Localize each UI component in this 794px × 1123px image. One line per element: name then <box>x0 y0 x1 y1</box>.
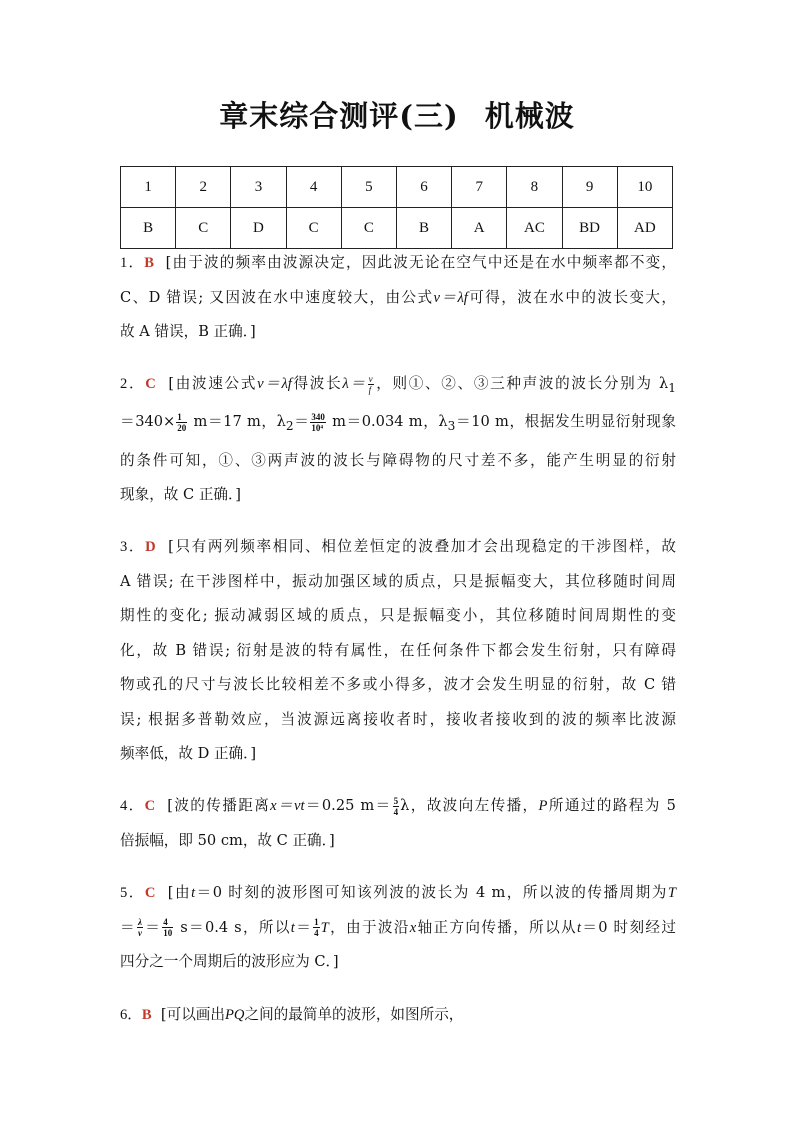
explanation-text: 期性的变化; 振动减弱区域的质点，只是振幅变小，其位移随时间周期性的变 <box>120 607 676 624</box>
question-number-cell: 8 <box>507 167 562 208</box>
explanation-text: 之间的最简单的波形，如图所示， <box>244 1006 464 1023</box>
answer-cell: C <box>341 208 396 249</box>
explanation-line <box>120 737 676 772</box>
formula: T <box>667 885 676 901</box>
page-title <box>0 94 794 135</box>
explanation-text: 倍振幅，即 50 cm，故 C 正确．] <box>120 831 335 849</box>
explanation-5 <box>120 876 676 980</box>
explanation-text: m＝0.034 m，λ <box>326 413 448 431</box>
fraction-numerator: 1 <box>314 917 319 927</box>
question-number-cell: 6 <box>396 167 451 208</box>
explanation-text: ＝ <box>120 918 136 936</box>
explanation-line <box>120 599 676 634</box>
explanation-text: [可以画出 <box>160 1006 225 1023</box>
fraction-denominator: 10 <box>163 928 173 938</box>
question-number-cell: 7 <box>452 167 507 208</box>
formula: PQ <box>225 1007 245 1023</box>
explanation-text: A 错误; 在干涉图样中，振动加强区域的质点，只是振幅变大，其位移随时间周 <box>120 572 676 590</box>
explanation-line <box>120 246 676 281</box>
fraction-numerator: v <box>368 373 373 384</box>
formula: P <box>538 798 548 814</box>
explanation-text: [只有两列频率相同、相位差恒定的波叠加才会出现稳定的干涉图样，故 <box>168 538 676 555</box>
explanation-text: 可得，波在水中的波长变大， <box>467 288 676 306</box>
answer-cell: AD <box>617 208 672 249</box>
title-main: 章末综合测评(三) <box>219 99 459 133</box>
answer-cell: B <box>396 208 451 249</box>
formula: t <box>290 919 295 936</box>
answer-letter: B <box>141 1007 152 1023</box>
explanation-line <box>120 281 676 316</box>
explanation-text: ＝340× <box>120 413 176 431</box>
explanation-line <box>120 405 676 443</box>
explanation-text: m＝17 m，λ <box>188 413 286 431</box>
question-number-cell: 1 <box>121 167 176 208</box>
question-number: 5． <box>120 885 145 901</box>
explanation-text: 轴正方向传播，所以从 <box>416 918 577 936</box>
question-number-cell: 2 <box>176 167 231 208</box>
subscript: 1 <box>668 380 676 395</box>
explanation-1 <box>120 246 676 350</box>
formula: x <box>409 919 417 936</box>
explanation-text: ＝ <box>143 918 162 936</box>
explanation-text: [由波速公式 <box>168 375 258 392</box>
explanation-text: ，则①、②、③三种声波的波长分别为 λ <box>374 375 669 392</box>
explanation-line <box>120 876 676 911</box>
answer-cell: B <box>121 208 176 249</box>
explanation-line <box>120 703 676 738</box>
explanation-text: ＝0 时刻的波形图可知该列波的波长为 4 m，所以波的传播周期为 <box>195 884 668 901</box>
formula: t <box>191 885 196 901</box>
explanation-line <box>120 367 676 405</box>
question-number-cell: 4 <box>286 167 341 208</box>
answer-cell: C <box>286 208 341 249</box>
fraction <box>313 917 320 938</box>
fraction <box>176 412 187 433</box>
answer-cell: BD <box>562 208 617 249</box>
explanation-text: ＝0.25 m＝ <box>304 797 392 814</box>
answer-cell: D <box>231 208 286 249</box>
question-number-cell: 5 <box>341 167 396 208</box>
explanation-text: [由于波的频率由波源决定，因此波无论在空气中还是在水中频率都不变， <box>165 254 676 271</box>
explanation-text: C、D 错误; 又因波在水中速度较大，由公式 <box>120 288 434 306</box>
question-number: 6． <box>120 1007 142 1023</box>
explanation-3 <box>120 530 676 772</box>
answer-cell: C <box>176 208 231 249</box>
answer-letter: C <box>145 376 156 392</box>
explanation-line <box>120 668 676 703</box>
title-sub: 机械波 <box>484 99 575 133</box>
fraction-denominator: v <box>137 928 142 938</box>
question-number: 1． <box>120 255 145 271</box>
explanation-text: [波的传播距离 <box>167 797 271 814</box>
fraction <box>137 917 143 938</box>
explanation-text: 四分之一个周期后的波形应为 C．] <box>120 953 339 970</box>
explanation-4 <box>120 789 676 858</box>
fraction-numerator: 5 <box>393 795 399 806</box>
explanation-text: λ，故波向左传播， <box>400 797 539 814</box>
fraction <box>162 917 173 938</box>
explanation-line <box>120 911 676 946</box>
fraction <box>393 796 400 817</box>
explanation-line <box>120 998 676 1033</box>
fraction <box>368 374 374 395</box>
subscript: 2 <box>285 419 294 434</box>
formula: T <box>320 919 329 936</box>
fraction-denominator: f <box>368 384 372 395</box>
explanation-text: 故 A 错误，B 正确．] <box>120 323 256 340</box>
question-number: 4． <box>120 798 145 814</box>
formula: v＝λf <box>433 289 468 306</box>
answer-table <box>120 166 673 249</box>
fraction-numerator: 1 <box>176 412 187 423</box>
question-number-cell: 3 <box>231 167 286 208</box>
explanation-text: ＝0 时刻经过 <box>581 918 676 936</box>
explanation-text: 化，故 B 错误; 衍射是波的特有属性，在任何条件下都会发生衍射，只有障碍 <box>120 641 676 659</box>
explanation-line <box>120 444 676 479</box>
explanation-line <box>120 315 676 350</box>
fraction-numerator: 340 <box>311 411 325 422</box>
explanation-line <box>120 478 676 513</box>
explanation-text: ＝ <box>294 918 313 936</box>
fraction <box>310 412 326 433</box>
answer-letter: D <box>145 539 156 555</box>
fraction-numerator: 4 <box>162 917 173 928</box>
subscript: 3 <box>447 419 456 434</box>
question-number-cell: 10 <box>617 167 672 208</box>
explanation-text: ，由于波沿 <box>328 918 410 936</box>
formula: x＝vt <box>270 798 305 814</box>
answer-table-answer-row <box>121 208 673 249</box>
fraction-denominator: 4 <box>314 928 319 938</box>
explanation-text: 现象，故 C 正确．] <box>120 486 241 504</box>
answer-letter: C <box>144 798 156 814</box>
answer-table-number-row <box>121 167 673 208</box>
answer-letter: C <box>144 885 156 901</box>
explanation-text: 的条件可知，①、③两声波的波长与障碍物的尺寸差不多，能产生明显的衍射 <box>120 451 676 469</box>
explanation-6 <box>120 998 676 1033</box>
question-number: 3． <box>120 539 146 555</box>
explanation-line <box>120 789 676 824</box>
explanation-line <box>120 565 676 600</box>
explanation-text: 频率低，故 D 正确．] <box>120 745 257 762</box>
formula: v＝λf <box>257 376 292 392</box>
formula: λ＝ <box>342 376 367 392</box>
explanation-text: ＝10 m，根据发生明显衍射现象 <box>455 413 676 431</box>
fraction-numerator: λ <box>137 917 142 927</box>
answer-letter: B <box>144 255 154 271</box>
explanation-text: 物或孔的尺寸与波长比较相差不多或小得多，波才会发生明显的衍射，故 C 错 <box>120 676 676 693</box>
answer-cell: AC <box>507 208 562 249</box>
explanation-text: 所通过的路程为 5 <box>547 797 676 814</box>
explanation-text: s＝0.4 s，所以 <box>174 918 291 936</box>
answer-cell: A <box>452 208 507 249</box>
explanation-text: 误; 根据多普勒效应，当波源远离接收者时，接收者接收到的波的频率比波源 <box>120 710 676 728</box>
explanation-line <box>120 634 676 669</box>
explanation-text: 得波长 <box>291 375 343 392</box>
explanation-line <box>120 824 676 859</box>
explanation-text: [由 <box>167 884 192 901</box>
fraction-denominator: 20 <box>177 422 187 433</box>
question-number-cell: 9 <box>562 167 617 208</box>
explanation-line <box>120 945 676 980</box>
explanation-line <box>120 530 676 565</box>
explanation-2 <box>120 367 676 513</box>
fraction-denominator: 4 <box>393 806 399 817</box>
formula: t <box>576 919 582 936</box>
explanation-text: ＝ <box>293 413 310 431</box>
question-number: 2． <box>120 376 146 392</box>
fraction-denominator: 10⁴ <box>311 422 324 433</box>
